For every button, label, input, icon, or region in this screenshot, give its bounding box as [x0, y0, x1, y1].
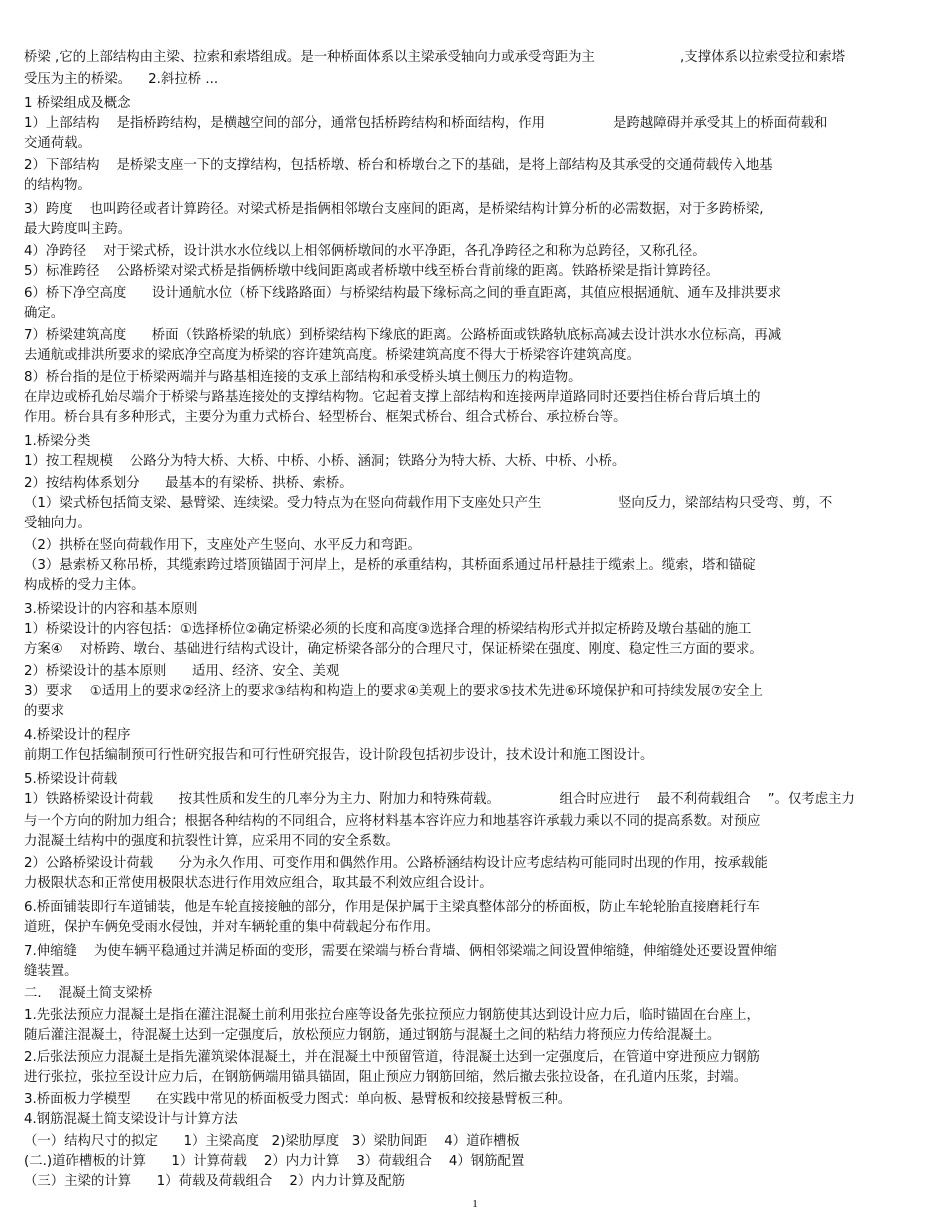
- text-line: 力混凝土结构中的强度和抗裂性计算，应采用不同的安全系数。: [24, 834, 399, 849]
- text-line: 作用。桥台具有多种形式，主要分为重力式桥台、轻型桥台、框架式桥台、组合式桥台、承拉桥台等。: [24, 410, 627, 425]
- text-line: 构成桥的受力主体。: [24, 578, 145, 593]
- text-line: 二. 混凝土简支梁桥: [24, 986, 153, 1001]
- text-line: 方案④ 对桥跨、墩台、基础进行结构式设计，确定桥梁各部分的合理尺寸，保证桥梁在强度、刚度、稳定性三方面的要求。: [24, 642, 763, 657]
- text-line: 7）桥梁建筑高度 桥面（铁路桥梁的轨底）到桥梁结构下缘底的距离。公路桥面或铁路轨底标高减去设计洪水水位标高，再减: [24, 328, 782, 343]
- text-line: 1.桥梁分类: [24, 434, 91, 449]
- text-line: 道班，保护车俩免受雨水侵蚀，并对车辆轮重的集中荷载起分布作用。: [24, 920, 440, 935]
- text-line: 1.先张法预应力混凝土是指在灌注混凝土前利用张拉台座等设备先张拉预应力钢筋使其达到设计应力后，临时锚固在台座上，: [24, 1008, 760, 1023]
- text-line: 去通航或排洪所要求的梁底净空高度为桥梁的容许建筑高度。桥梁建筑高度不得大于桥梁容许建筑高度。: [24, 348, 640, 363]
- page-number: 1: [472, 1198, 478, 1210]
- text-line: 2.后张法预应力混凝土是指先灌筑梁体混凝土，并在混凝土中预留管道，待混凝土达到一定强度后，在管道中穿进预应力钢筋: [24, 1050, 760, 1065]
- text-line: 与一个方向的附加力组合；根据各种结构的不同组合，应将材料基本容许应力和地基容许承载力乘以不同的提高系数。对预应: [24, 814, 761, 829]
- text-line: （1）梁式桥包括简支梁、悬臂梁、连续梁。受力特点为在竖向荷载作用下支座处只产生 竖向反力，梁部结构只受弯、剪，不: [24, 496, 833, 511]
- text-line: 4.钢筋混凝土简支梁设计与计算方法: [24, 1112, 238, 1127]
- text-line: 确定。: [24, 306, 65, 321]
- text-line: 1）按工程规模 公路分为特大桥、大桥、中桥、小桥、涵洞；铁路分为特大桥、大桥、中桥、小桥。: [24, 454, 626, 469]
- text-line: 3.桥梁设计的内容和基本原则: [24, 602, 198, 617]
- text-line: 交通荷载。: [24, 136, 91, 151]
- text-line: 2）公路桥梁设计荷载 分为永久作用、可变作用和偶然作用。公路桥涵结构设计应考虑结构可能同时出现的作用，按承载能: [24, 856, 768, 871]
- text-line: 受压为主的桥梁。 2.斜拉桥 ...: [24, 72, 219, 87]
- text-line: 最大跨度叫主跨。: [24, 222, 132, 237]
- text-line: 2）桥梁设计的基本原则 适用、经济、安全、美观: [24, 664, 340, 679]
- text-line: 进行张拉，张拉至设计应力后，在钢筋俩端用锚具锚固，阻止预应力钢筋回缩，然后撤去张拉设备，在孔道内压浆，封端。: [24, 1070, 748, 1085]
- text-line: 在岸边或桥孔始尽端介于桥梁与路基连接处的支撑结构物。它起着支撑上部结构和连接两岸道路同时还要挡住桥台背后填土的: [24, 390, 761, 405]
- text-line: （一）结构尺寸的拟定 1）主梁高度 2)梁肋厚度 3）梁肋间距 4）道砟槽板: [24, 1134, 520, 1149]
- text-line: 1）桥梁设计的内容包括：①选择桥位②确定桥梁必须的长度和高度③选择合理的桥梁结构形式并拟定桥跨及墩台基础的施工: [24, 622, 752, 637]
- text-line: (二.)道砟槽板的计算 1）计算荷载 2）内力计算 3）荷载组合 4）钢筋配置: [24, 1154, 525, 1169]
- text-line: 5.桥梁设计荷载: [24, 772, 118, 787]
- text-line: （3）悬索桥又称吊桥，其缆索跨过塔顶锚固于河岸上，是桥的承重结构，其桥面系通过吊杆悬挂于缆索上。缆索，塔和锚碇: [24, 558, 756, 573]
- text-line: 前期工作包括编制预可行性研究报告和可行性研究报告，设计阶段包括初步设计，技术设计和施工图设计。: [24, 748, 654, 763]
- text-line: 3.桥面板力学模型 在实践中常见的桥面板受力图式：单向板、悬臂板和绞接悬臂板三种。: [24, 1092, 572, 1107]
- text-line: 1 桥梁组成及概念: [24, 96, 131, 111]
- text-line: 2）下部结构 是桥梁支座一下的支撑结构，包括桥墩、桥台和桥墩台之下的基础，是将上部结构及其承受的交通荷载传入地基: [24, 158, 773, 173]
- text-line: 3）要求 ①适用上的要求②经济上的要求③结构和构造上的要求④美观上的要求⑤技术先进⑥环境保护和可持续发展⑦安全上: [24, 684, 763, 699]
- text-line: 8）桥台指的是位于桥梁两端并与路基相连接的支承上部结构和承受桥头填土侧压力的构造物。: [24, 370, 582, 385]
- text-line: 力极限状态和正常使用极限状态进行作用效应组合，取其最不利效应组合设计。: [24, 876, 493, 891]
- text-line: 受轴向力。: [24, 516, 91, 531]
- text-line: 的要求: [24, 704, 65, 719]
- text-line: （2）拱桥在竖向荷载作用下，支座处产生竖向、水平反力和弯距。: [24, 538, 421, 553]
- text-line: 2）按结构体系划分 最基本的有梁桥、拱桥、索桥。: [24, 476, 353, 491]
- text-line: 4.桥梁设计的程序: [24, 728, 131, 743]
- text-line: 1）铁路桥梁设计荷载 按其性质和发生的几率分为主力、附加力和特殊荷载。 组合时应进行 最不利荷载组合 ”。仅考虑主力: [24, 792, 855, 807]
- text-line: 随后灌注混凝土，待混凝土达到一定强度后，放松预应力钢筋，通过钢筋与混凝土之间的粘结力将预应力传给混凝土。: [24, 1028, 721, 1043]
- text-line: 6.桥面铺装即行车道铺装，他是车轮直接接触的部分，作用是保护属于主梁真整体部分的桥面板，防止车轮轮胎直接磨耗行车: [24, 900, 760, 915]
- text-line: 桥梁 ,它的上部结构由主梁、拉索和索塔组成。是一种桥面体系以主梁承受轴向力或承受弯距为主 ,支撑体系以拉索受拉和索塔: [24, 50, 845, 65]
- text-line: 5）标准跨径 公路桥梁对梁式桥是指俩桥墩中线间距离或者桥墩中线至桥台背前缘的距离。铁路桥梁是指计算跨径。: [24, 264, 720, 279]
- text-line: 6）桥下净空高度 设计通航水位（桥下线路路面）与桥梁结构最下缘标高之间的垂直距离，其值应根据通航、通车及排洪要求: [24, 286, 782, 301]
- text-line: 3）跨度 也叫跨径或者计算跨径。对梁式桥是指俩相邻墩台支座间的距离，是桥梁结构计算分析的必需数据，对于多跨桥梁,: [24, 202, 764, 217]
- text-line: 的结构物。: [24, 178, 91, 193]
- text-line: （三）主梁的计算 1）荷载及荷载组合 2）内力计算及配筋: [24, 1174, 405, 1189]
- text-line: 缝装置。: [24, 964, 78, 979]
- text-line: 7.伸缩缝 为使车辆平稳通过并满足桥面的变形，需要在梁端与桥台背墙、俩相邻梁端之间设置伸缩缝，伸缩缝处还要设置伸缩: [24, 944, 777, 959]
- text-line: 1）上部结构 是指桥跨结构，是横越空间的部分，通常包括桥跨结构和桥面结构，作用 是跨越障碍并承受其上的桥面荷载和: [24, 116, 828, 131]
- text-line: 4）净跨径 对于梁式桥，设计洪水水位线以上相邻俩桥墩间的水平净距，各孔净跨径之和称为总跨径，又称孔径。: [24, 244, 706, 259]
